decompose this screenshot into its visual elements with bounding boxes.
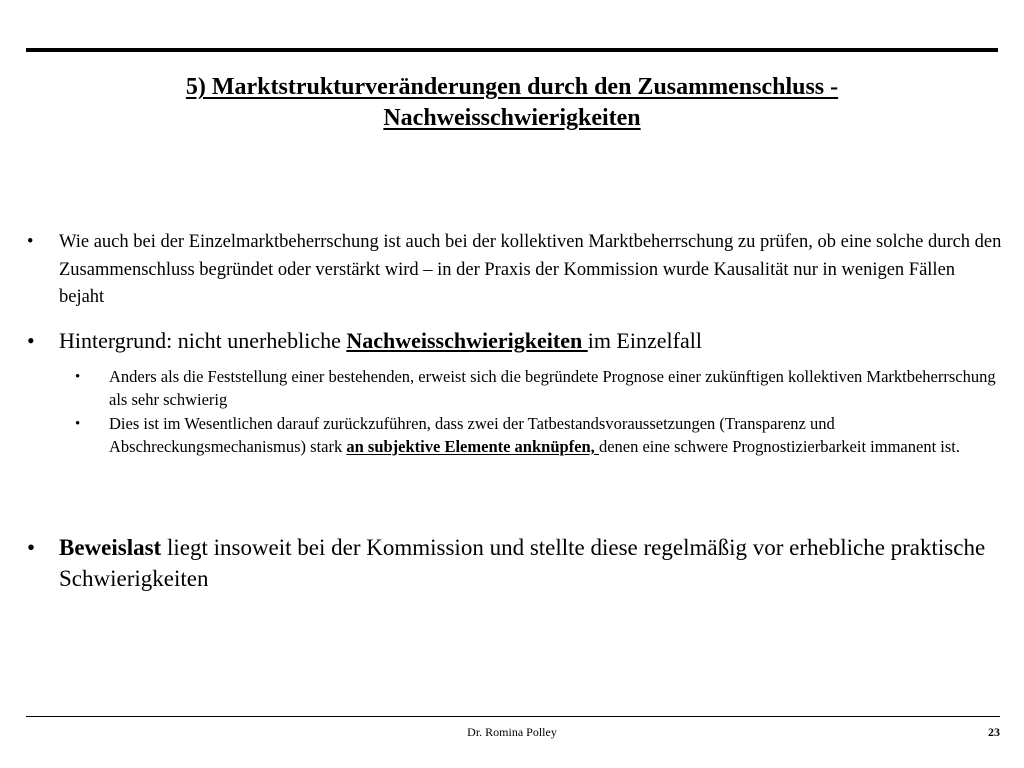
subbullet-reason-emphasis: an subjektive Elemente anknüpfen,	[346, 436, 599, 456]
title-line-1: 5) Marktstrukturveränderungen durch den Zusammenschluss -	[185, 74, 839, 100]
subbullet-marker: •	[75, 369, 81, 385]
bullet-marker: •	[27, 232, 34, 252]
subbullet-marker: •	[75, 416, 81, 432]
bullet-marker: •	[27, 535, 36, 560]
bullet-burden-rest: liegt insoweit bei der Kommission und stellte diese regelmäßig vor erhebliche praktische Schwierigkeiten	[59, 535, 986, 591]
bullet-background-emphasis: Nachweisschwierigkeiten	[346, 328, 588, 353]
bullet-marker: •	[27, 328, 35, 353]
top-divider	[26, 48, 998, 52]
slide-title	[40, 72, 984, 134]
subbullet-prognosis-text: Anders als die Feststellung einer bestehenden, erweist sich die begründete Prognose einer zukünftigen kollektiven Marktbeherrschung als sehr schwierig	[109, 367, 996, 409]
bullet-burden-of-proof	[27, 532, 1002, 594]
bullet-burden-bold: Beweislast	[59, 535, 162, 560]
bullet-causality-text: Wie auch bei der Einzelmarktbeherrschung ist auch bei der kollektiven Marktbeherrschung zu prüfen, ob eine solche durch den Zusammenschluss begründet oder verstärkt wird – in der Praxis der Kommission wurde Kausalität nur in wenigen Fällen bejaht	[59, 232, 1002, 307]
subbullet-reason-prefix: Dies ist im Wesentlichen darauf zurückzuführen, dass zwei der Tatbestandsvoraussetzungen (Transparenz und Abschreckungsmechanismus) stark	[109, 414, 835, 456]
bullet-background-prefix: Hintergrund: nicht unerhebliche	[59, 328, 347, 353]
footer-author: Dr. Romina Polley	[467, 725, 557, 739]
subbullet-reason-suffix: denen eine schwere Prognostizierbarkeit immanent ist.	[598, 436, 960, 456]
bullet-background-suffix: im Einzelfall	[587, 328, 702, 353]
bullet-background	[27, 326, 1002, 356]
title-line-2: Nachweisschwierigkeiten	[383, 105, 641, 131]
subbullet-prognosis	[75, 366, 1005, 411]
page-number: 23	[988, 725, 1000, 739]
subbullet-reason	[75, 413, 1005, 458]
bullet-causality	[27, 229, 1002, 312]
footer-divider	[26, 716, 1000, 717]
